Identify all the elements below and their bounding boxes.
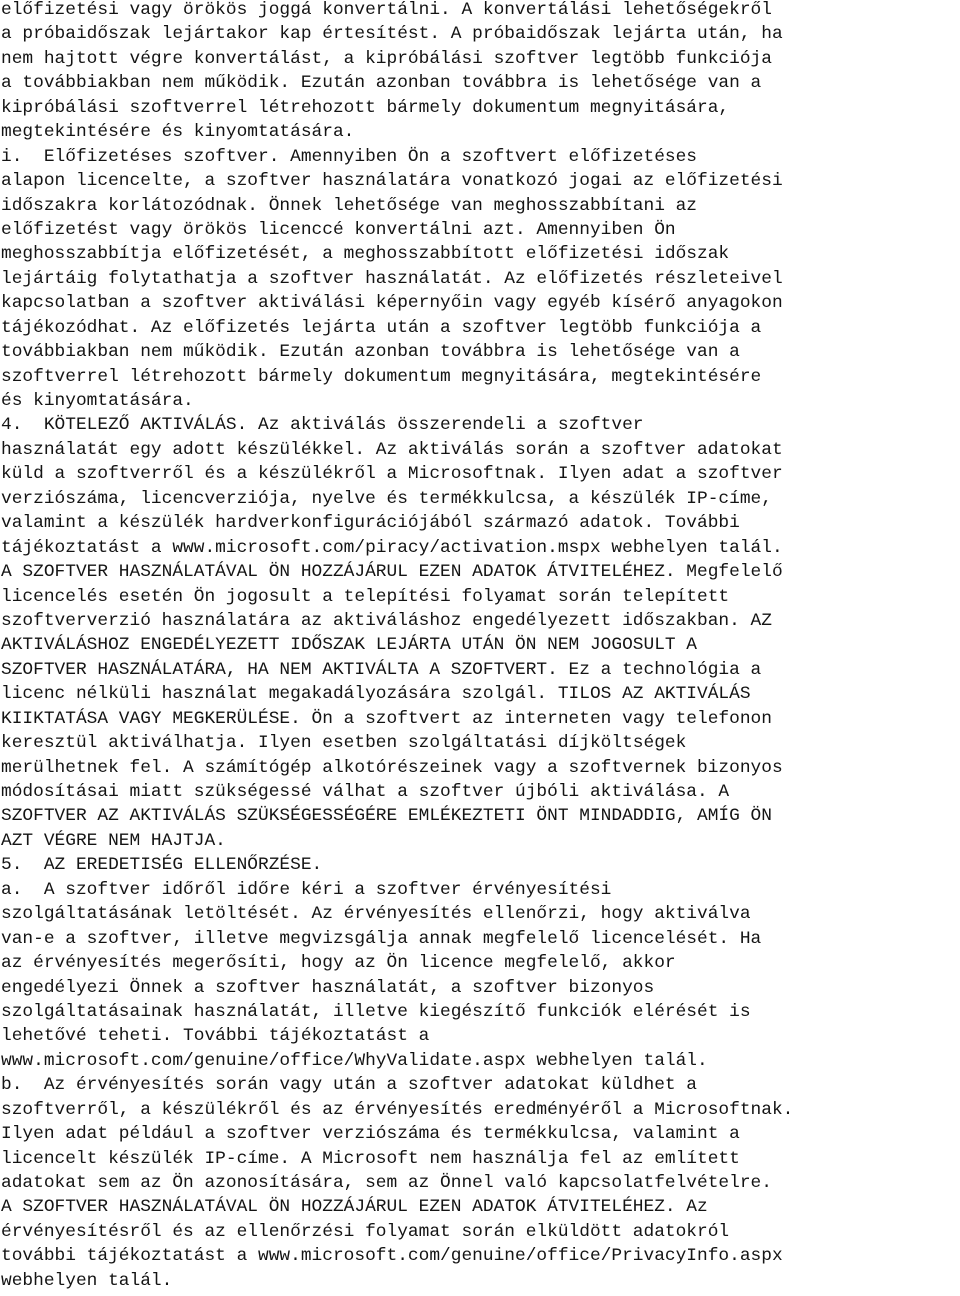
text-line: a. A szoftver időről időre kéri a szoftver érvényesítési <box>1 879 612 900</box>
text-line: szolgáltatásának letöltését. Az érvényesítés ellenőrzi, hogy aktiválva <box>1 904 751 925</box>
text-line: használatát egy adott készülékkel. Az aktiválás során a szoftver adatokat <box>1 439 783 460</box>
text-line: kapcsolatban a szoftver aktiválási képernyőin vagy egyéb kísérő anyagokon <box>1 293 783 314</box>
text-line: adatokat sem az Ön azonosítására, sem az Önnel való kapcsolatfelvételre. <box>1 1173 772 1193</box>
text-line: tájékozódhat. Az előfizetés lejárta után a szoftver legtöbb funkciója a <box>1 317 762 338</box>
text-line: licenc nélküli használat megakadályozására szolgál. TILOS AZ AKTIVÁLÁS <box>1 684 751 705</box>
text-line: előfizetési vagy örökös joggá konvertálni. A konvertálási lehetőségekről <box>1 0 772 20</box>
text-line: merülhetnek fel. A számítógép alkotórészeinek vagy a szoftvernek bizonyos <box>1 757 783 778</box>
text-line: valamint a készülék hardverkonfigurációjából származó adatok. További <box>1 513 740 534</box>
text-line: AKTIVÁLÁSHOZ ENGEDÉLYEZETT IDŐSZAK LEJÁRTA UTÁN ÖN NEM JOGOSULT A <box>1 635 698 656</box>
text-line: engedélyezi Önnek a szoftver használatát, a szoftver bizonyos <box>1 977 655 998</box>
text-line: szoftververzió használatára az aktiváláshoz engedélyezett időszakban. AZ <box>1 610 772 631</box>
text-line: A SZOFTVER HASZNÁLATÁVAL ÖN HOZZÁJÁRUL EZEN ADATOK ÁTVITELÉHEZ. Megfelelő <box>1 562 783 583</box>
text-line: meghosszabbítja előfizetését, a meghosszabbított előfizetési időszak <box>1 244 730 265</box>
text-line: megtekintésére és kinyomtatására. <box>1 122 355 143</box>
text-line: 5. AZ EREDETISÉG ELLENŐRZÉSE. <box>1 855 323 876</box>
text-line: további tájékoztatást a www.microsoft.com/genuine/office/PrivacyInfo.aspx <box>1 1246 783 1267</box>
text-line: szoftverrel létrehozott bármely dokumentum megnyitására, megtekintésére <box>1 366 762 387</box>
text-line: SZOFTVER HASZNÁLATÁRA, HA NEM AKTIVÁLTA A SZOFTVERT. Ez a technológia a <box>1 659 762 680</box>
text-line: az érvényesítés megerősíti, hogy az Ön licence megfelelő, akkor <box>1 953 676 974</box>
text-line: lehetővé teheti. További tájékoztatást a <box>1 1026 430 1047</box>
text-line: AZT VÉGRE NEM HAJTJA. <box>1 830 226 851</box>
text-line: továbbiakban nem működik. Ezután azonban továbbra is lehetősége van a <box>1 342 740 363</box>
text-line: módosításai miatt szükségessé válhat a szoftver újbóli aktiválása. A <box>1 782 730 802</box>
text-line: www.microsoft.com/genuine/office/WhyValidate.aspx webhelyen talál. <box>1 1050 708 1071</box>
text-line: lejártáig folytathatja a szoftver használatát. Az előfizetés részleteivel <box>1 268 783 289</box>
text-line: KIIKTATÁSA VAGY MEGKERÜLÉSE. Ön a szoftvert az interneten vagy telefonon <box>1 708 772 729</box>
text-line: i. Előfizetéses szoftver. Amennyiben Ön a szoftvert előfizetéses <box>1 146 698 167</box>
text-line: b. Az érvényesítés során vagy után a szoftver adatokat küldhet a <box>1 1075 698 1096</box>
text-line: érvényesítésről és az ellenőrzési folyamat során elküldött adatokról <box>1 1221 730 1242</box>
text-line: tájékoztatást a www.microsoft.com/piracy/activation.mspx webhelyen talál. <box>1 537 783 558</box>
text-line: keresztül aktiválhatja. Ilyen esetben szolgáltatási díjköltségek <box>1 733 687 754</box>
text-line: a továbbiakban nem működik. Ezután azonban továbbra is lehetősége van a <box>1 73 762 94</box>
text-line: szolgáltatásainak használatát, illetve kiegészítő funkciók elérését is <box>1 1001 751 1022</box>
text-line: előfizetést vagy örökös licenccé konvertálni azt. Amennyiben Ön <box>1 219 676 240</box>
text-line: nem hajtott végre konvertálást, a kipróbálási szoftver legtöbb funkciója <box>1 48 772 69</box>
text-line: webhelyen talál. <box>1 1270 173 1291</box>
document-text <box>1 0 959 1293</box>
text-line: Ilyen adat például a szoftver verziószáma és termékkulcsa, valamint a <box>1 1124 740 1145</box>
text-line: A SZOFTVER HASZNÁLATÁVAL ÖN HOZZÁJÁRUL EZEN ADATOK ÁTVITELÉHEZ. Az <box>1 1197 708 1218</box>
text-line: kipróbálási szoftverrel létrehozott bármely dokumentum megnyitására, <box>1 97 730 118</box>
text-line: licencelés esetén Ön jogosult a telepítési folyamat során telepített <box>1 586 730 607</box>
text-line: SZOFTVER AZ AKTIVÁLÁS SZÜKSÉGESSÉGÉRE EMLÉKEZTETI ÖNT MINDADDIG, AMÍG ÖN <box>1 806 772 827</box>
text-line: licencelt készülék IP-címe. A Microsoft nem használja fel az említett <box>1 1148 740 1169</box>
text-line: szoftverről, a készülékről és az érvényesítés eredményéről a Microsoftnak. <box>1 1099 794 1120</box>
text-line: a próbaidőszak lejártakor kap értesítést. A próbaidőszak lejárta után, ha <box>1 24 783 45</box>
text-line: küld a szoftverről és a készülékről a Microsoftnak. Ilyen adat a szoftver <box>1 464 783 485</box>
text-line: alapon licencelte, a szoftver használatára vonatkozó jogai az előfizetési <box>1 171 783 192</box>
text-line: 4. KÖTELEZŐ AKTIVÁLÁS. Az aktiválás összerendeli a szoftver <box>1 415 644 436</box>
text-line: és kinyomtatására. <box>1 391 194 411</box>
text-line: verziószáma, licencverziója, nyelve és termékkulcsa, a készülék IP-címe, <box>1 488 772 509</box>
text-line: van-e a szoftver, illetve megvizsgálja annak megfelelő licencelését. Ha <box>1 928 762 949</box>
text-line: időszakra korlátozódnak. Önnek lehetősége van meghosszabbítani az <box>1 195 698 216</box>
